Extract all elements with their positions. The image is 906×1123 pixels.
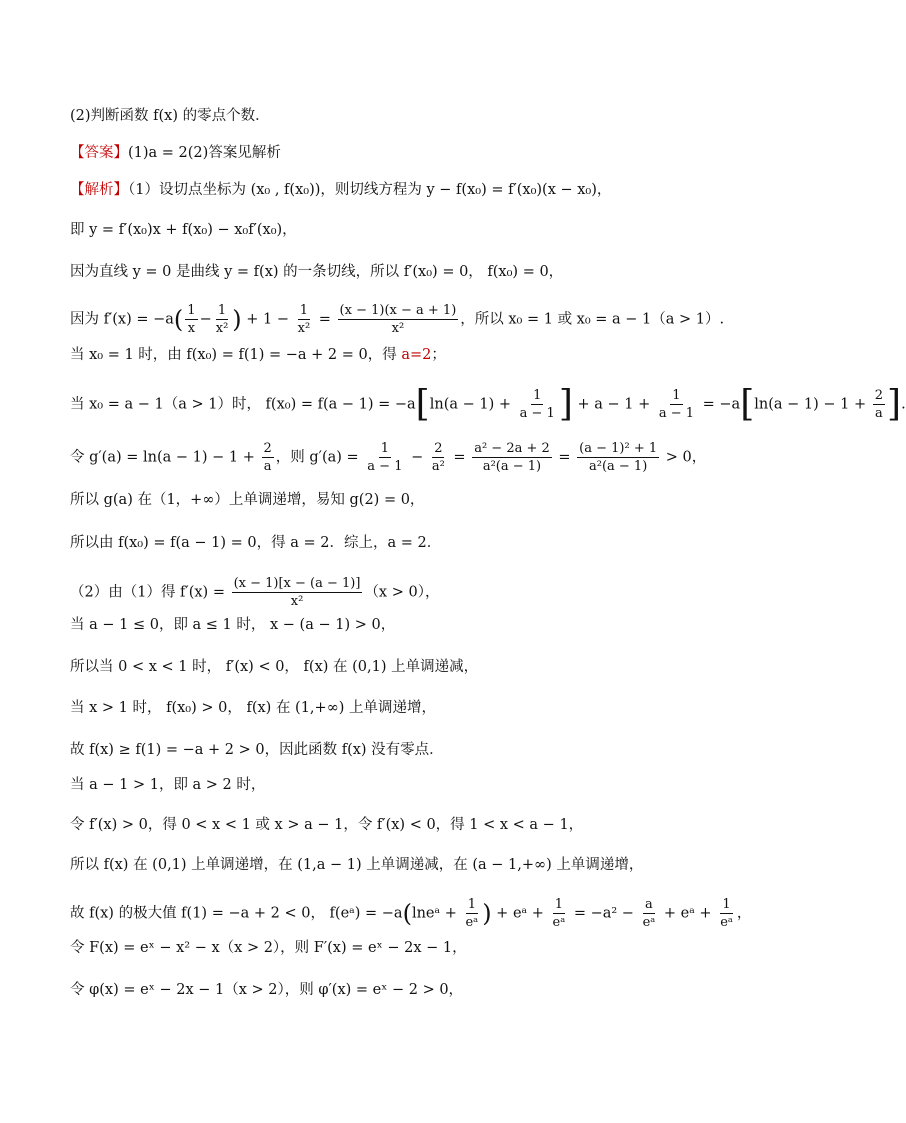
denominator: x² xyxy=(215,321,229,336)
numerator: 1 xyxy=(722,897,731,912)
highlight: a=2 xyxy=(401,347,432,363)
text: = xyxy=(314,311,336,328)
numerator: 1 xyxy=(554,897,563,912)
fraction xyxy=(338,302,459,337)
solution-tag: 【解析】 xyxy=(70,182,128,198)
text: + 1 − xyxy=(241,311,294,328)
fraction xyxy=(430,440,447,475)
text: = −a² − xyxy=(569,905,639,922)
denominator: eᵃ xyxy=(465,915,479,930)
fraction xyxy=(472,440,552,475)
fraction xyxy=(873,387,885,422)
denominator: eᵃ xyxy=(720,915,733,930)
denominator: a²(a − 1) xyxy=(482,459,542,474)
text: 故 f(x) 的极大值 f(1) = −a + 2 < 0， f(eᵃ) = −a xyxy=(70,905,403,922)
denominator: x xyxy=(187,321,196,336)
fraction xyxy=(551,896,568,931)
numerator: 2 xyxy=(263,441,272,456)
text: + a − 1 + xyxy=(572,396,655,413)
numerator: 1 xyxy=(299,303,309,318)
text: ， xyxy=(736,905,752,922)
text: 令 g′(a) = ln(a − 1) − 1 + xyxy=(70,449,260,466)
text: 令 f′(x) > 0，得 0 < x < 1 或 x > a − 1，令 f′(x) < 0，得 1 < x < a − 1， xyxy=(70,817,584,833)
fraction xyxy=(232,575,363,610)
bracket-close: ] xyxy=(558,383,573,425)
text: . xyxy=(901,396,906,413)
text: 因为 f′(x) = −a xyxy=(70,311,174,328)
solution-line-1 xyxy=(70,180,611,200)
text: 所以当 0 < x < 1 时， f′(x) < 0， f(x) 在 (0,1) 上单调递减， xyxy=(70,659,479,675)
paren-open: ( xyxy=(173,305,184,334)
text: 所以由 f(x₀) = f(a − 1) = 0，得 a = 2．综上，a = 2． xyxy=(70,535,442,551)
solution-line-18 xyxy=(70,896,751,931)
numerator: 2 xyxy=(434,441,443,456)
solution-line-13 xyxy=(70,698,436,718)
denominator: a xyxy=(875,406,883,421)
text: − xyxy=(406,449,428,466)
solution-line-9 xyxy=(70,533,441,553)
fraction xyxy=(365,440,404,475)
numerator: 2 xyxy=(874,388,884,403)
denominator: x² xyxy=(290,594,304,609)
fraction xyxy=(518,387,557,422)
fraction xyxy=(262,440,274,475)
text: lneᵃ + xyxy=(411,905,462,922)
text: 因为直线 y = 0 是曲线 y = f(x) 的一条切线，所以 f′(x₀) = 0， f(x₀) = 0， xyxy=(70,264,564,280)
answer-tag: 【答案】 xyxy=(70,145,128,161)
answer-line xyxy=(70,143,281,163)
solution-line-2 xyxy=(70,220,297,240)
solution-line-12 xyxy=(70,657,478,677)
solution-line-11 xyxy=(70,615,395,635)
numerator: 1 xyxy=(217,303,227,318)
denominator: x² xyxy=(391,321,405,336)
denominator: a − 1 xyxy=(658,406,695,421)
text: 即 y = f′(x₀)x + f(x₀) − x₀f′(x₀)， xyxy=(70,222,297,238)
numerator: (x − 1)[x − (a − 1)] xyxy=(233,576,361,591)
paren-close: ) xyxy=(232,305,242,334)
solution-line-4: 因为 f′(x) = −a( $\frac{1}{x}$ − $\frac{1}{\text{x²}}$ ) + 1 − $\frac{1}{\text{x²}}$ = $\frac{(x - 1)(x - a + 1)}{\text{x²}}$ ，所以 x₀ = 1 或 x₀ = a − 1（a > 1）. xyxy=(70,303,725,336)
denominator: a² xyxy=(431,459,445,474)
text: = −a xyxy=(698,396,741,413)
text: ，所以 x₀ = 1 或 x₀ = a − 1（a > 1）. xyxy=(460,311,725,328)
numerator: 1 xyxy=(467,897,476,912)
solution-line-6 xyxy=(70,383,906,425)
numerator: a² − 2a + 2 xyxy=(474,441,550,456)
text: ，则 g′(a) = xyxy=(275,449,364,466)
solution-line-3 xyxy=(70,262,563,282)
denominator: a − 1 xyxy=(519,406,555,421)
text: ln(a − 1) − 1 + xyxy=(754,396,871,413)
text: 所以 g(a) 在（1，+∞）上单调递增，易知 g(2) = 0， xyxy=(70,492,425,508)
solution-line-7 xyxy=(70,440,706,475)
numerator: 1 xyxy=(672,388,681,403)
solution-line-19 xyxy=(70,938,467,958)
denominator: x² xyxy=(297,321,311,336)
bracket-open: [ xyxy=(415,383,430,425)
fraction xyxy=(214,302,231,337)
text: （x > 0）， xyxy=(364,584,440,601)
fraction xyxy=(657,387,696,422)
numerator: a xyxy=(645,897,653,912)
text: + eᵃ + xyxy=(491,905,549,922)
numerator: 1 xyxy=(380,441,390,456)
numerator: (x − 1)(x − a + 1) xyxy=(339,303,457,318)
denominator: a²(a − 1) xyxy=(588,459,648,474)
text: (2)判断函数 f(x) 的零点个数． xyxy=(70,108,270,124)
solution-line-8 xyxy=(70,490,424,510)
text: 当 x > 1 时， f(x₀) > 0， f(x) 在 (1,+∞) 上单调递增， xyxy=(70,700,437,716)
fraction xyxy=(718,896,735,931)
text: （2）由（1）得 f′(x) = xyxy=(70,584,230,601)
fraction xyxy=(185,302,197,337)
bracket-open: [ xyxy=(740,383,755,425)
solution-line-5 xyxy=(70,345,446,365)
solution-line-20 xyxy=(70,980,463,1000)
fraction xyxy=(463,896,480,931)
text: 当 x₀ = a − 1（a > 1）时， f(x₀) = f(a − 1) = −a xyxy=(70,396,416,413)
denominator: eᵃ xyxy=(642,915,656,930)
denominator: eᵃ xyxy=(552,915,566,930)
paren-close: ) xyxy=(482,899,492,928)
fraction xyxy=(296,302,313,337)
question-part-2 xyxy=(70,106,270,126)
numerator: 1 xyxy=(533,388,542,403)
text: 令 F(x) = eˣ − x² − x（x > 2），则 F′(x) = eˣ − 2x − 1， xyxy=(70,940,467,956)
solution-line-17 xyxy=(70,855,643,875)
solution-line-10 xyxy=(70,575,439,610)
paren-open: ( xyxy=(402,899,412,928)
answer-body: (1)a = 2(2)答案见解析 xyxy=(128,145,281,161)
solution-line-16 xyxy=(70,815,583,835)
bracket-close: ] xyxy=(887,383,902,425)
denominator: a − 1 xyxy=(367,459,403,474)
text: > 0， xyxy=(661,449,707,466)
numerator: 1 xyxy=(187,303,196,318)
text: 当 a − 1 ≤ 0，即 a ≤ 1 时， x − (a − 1) > 0， xyxy=(70,617,396,633)
text: ln(a − 1) + xyxy=(429,396,516,413)
fraction xyxy=(577,440,659,475)
denominator: a xyxy=(263,459,272,474)
text: = xyxy=(448,449,471,466)
text: ； xyxy=(431,347,446,363)
fraction xyxy=(641,896,658,931)
text: = xyxy=(553,449,576,466)
numerator: (a − 1)² + 1 xyxy=(579,441,658,456)
text: 当 a − 1 > 1，即 a > 2 时， xyxy=(70,777,266,793)
text: 当 x₀ = 1 时，由 f(x₀) = f(1) = −a + 2 = 0，得 xyxy=(70,347,402,363)
text: 故 f(x) ≥ f(1) = −a + 2 > 0，因此函数 f(x) 没有零点． xyxy=(70,742,444,758)
solution-line-15 xyxy=(70,775,265,795)
solution-line-14 xyxy=(70,740,444,760)
text: 令 φ(x) = eˣ − 2x − 1（x > 2），则 φ′(x) = eˣ − 2 > 0， xyxy=(70,982,464,998)
text: 所以 f(x) 在 (0,1) 上单调递增，在 (1,a − 1) 上单调递减，在 (a − 1,+∞) 上单调递增， xyxy=(70,857,644,873)
solution-body: （1）设切点坐标为 (x₀ , f(x₀))，则切线方程为 y − f(x₀) = f′(x₀)(x − x₀)， xyxy=(128,182,612,198)
text: + eᵃ + xyxy=(659,905,717,922)
